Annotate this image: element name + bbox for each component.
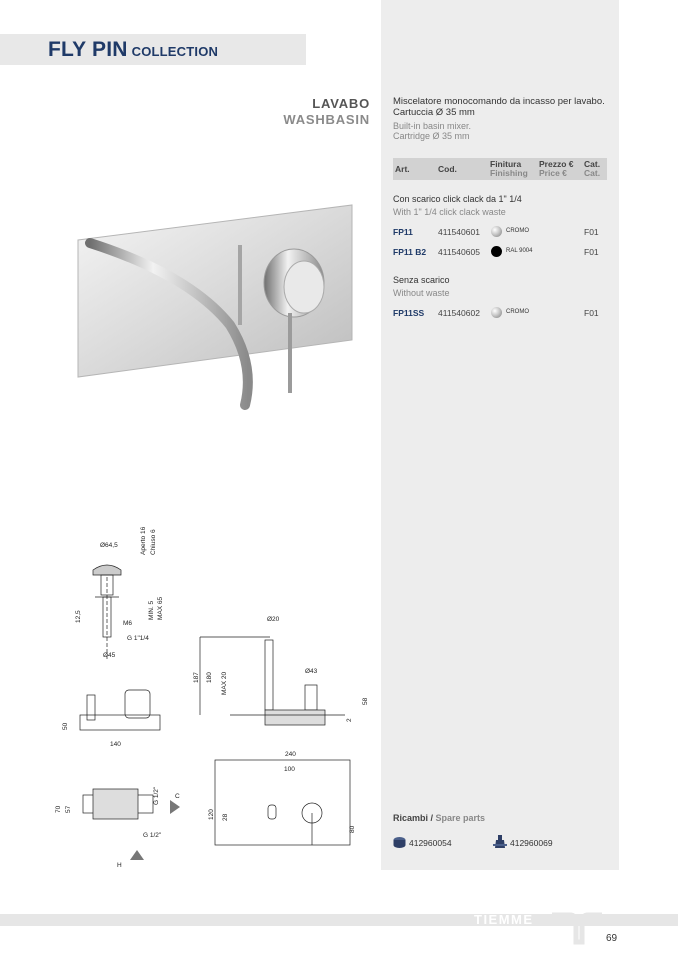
chrome-swatch-icon: [491, 226, 502, 237]
row-code: 411540602: [438, 308, 480, 318]
section-title-en: With 1" 1/4 click clack waste: [393, 207, 506, 217]
header-finish: [490, 160, 528, 178]
section-title-en: Without waste: [393, 288, 450, 298]
collection-subtitle: COLLECTION: [131, 44, 219, 59]
dim-body-side-d2: 57: [65, 805, 72, 813]
section-title-it: Senza scarico: [393, 275, 450, 285]
dim-front-d5: 80: [349, 825, 356, 833]
dim-side-d4: MAX 20: [221, 671, 228, 695]
dim-body-side-d6: H: [117, 862, 122, 869]
dim-body-side-d5: G 1/2": [143, 832, 162, 839]
row-cat: F01: [584, 308, 599, 318]
dim-waste-d4: 12,5: [75, 610, 82, 623]
header-cat: [584, 160, 600, 178]
table-header: [393, 158, 607, 180]
brand-logo: TIEMME: [474, 912, 534, 927]
dim-waste-d5: M6: [123, 620, 133, 627]
collection-name: FLY PIN: [48, 38, 128, 61]
product-name-en: WASHBASIN: [283, 112, 370, 127]
dim-body-top-d1: 50: [62, 722, 69, 730]
dim-side-d2: 187: [193, 672, 200, 683]
table-row: [393, 225, 607, 239]
collection-title: [48, 38, 218, 62]
row-cat: F01: [584, 247, 599, 257]
table-row: [393, 245, 607, 259]
table-row: [393, 306, 607, 320]
dim-body-top-d2: 140: [110, 741, 121, 748]
header-price: [539, 160, 574, 178]
dim-side-d6: 58: [362, 697, 369, 705]
spare-part-code: 412960054: [409, 838, 452, 848]
dim-front-d2: 100: [284, 766, 295, 773]
description-en-line1: Built-in basin mixer.: [393, 121, 472, 131]
row-code: 411540605: [438, 247, 480, 257]
row-code: 411540601: [438, 227, 480, 237]
dim-front-d3: 120: [208, 809, 215, 820]
row-cat: F01: [584, 227, 599, 237]
dim-side-d7: 2: [346, 718, 353, 722]
row-art: FP11SS: [393, 308, 425, 318]
description-en-line2: Cartridge Ø 35 mm: [393, 131, 470, 141]
dim-waste-d1: Ø64,5: [100, 542, 118, 549]
header-price-en: Price €: [539, 168, 567, 178]
header-finish-en: Finishing: [490, 168, 528, 178]
header-price-it: Prezzo €: [539, 159, 574, 169]
description-it-line1: Miscelatore monocomando da incasso per lavabo.: [393, 96, 605, 107]
header-art: Art.: [395, 164, 410, 174]
dim-side-d5: Ø43: [305, 668, 318, 675]
dim-waste-d6: MIN. 5: [148, 600, 155, 620]
dim-waste-d9: Ø45: [103, 652, 116, 659]
description-it: [393, 96, 615, 118]
dim-waste-d2: Aperto 16: [140, 526, 147, 555]
header-finish-it: Finitura: [490, 159, 522, 169]
pipe-icon: [552, 912, 602, 946]
spare-parts-title-en: Spare parts: [435, 813, 486, 823]
header-cat-en: Cat.: [584, 168, 601, 178]
dim-waste-d3: Chiuso 6: [150, 529, 157, 555]
chrome-swatch-icon: [491, 307, 502, 318]
section-title-it: Con scarico click clack da 1" 1/4: [393, 194, 522, 204]
dim-body-side-d1: 70: [55, 805, 62, 813]
row-finish: CROMO: [506, 228, 529, 234]
spare-parts-title-it: Ricambi /: [393, 813, 434, 823]
dim-waste-d7: MAX 65: [157, 596, 164, 620]
black-swatch-icon: [491, 246, 502, 257]
cartridge-icon: [393, 836, 406, 849]
valve-icon: [493, 835, 507, 849]
description-it-line2: Cartuccia Ø 35 mm: [393, 107, 475, 118]
dim-waste-d8: G 1"1/4: [127, 635, 149, 642]
product-image: [70, 195, 360, 415]
row-art: FP11: [393, 227, 413, 237]
spare-parts-title: [393, 813, 485, 823]
dim-front-d1: 240: [285, 751, 296, 758]
row-finish: RAL 9004: [506, 248, 533, 254]
row-finish: CROMO: [506, 309, 529, 315]
row-art: FP11 B2: [393, 247, 427, 257]
dim-body-side-d3: G 1/2": [153, 786, 160, 805]
header-cod: Cod.: [438, 164, 457, 174]
header-cat-it: Cat.: [584, 159, 601, 169]
spare-part-code: 412960069: [510, 838, 553, 848]
description-en: [393, 121, 615, 141]
page-number: 69: [606, 933, 618, 944]
technical-drawing: [55, 515, 380, 875]
product-name-it: LAVABO: [312, 96, 370, 111]
dim-side-d1: Ø20: [267, 616, 280, 623]
dim-body-side-d4: C: [175, 793, 180, 800]
dim-front-d4: 28: [222, 813, 229, 821]
dim-side-d3: 180: [206, 672, 213, 683]
